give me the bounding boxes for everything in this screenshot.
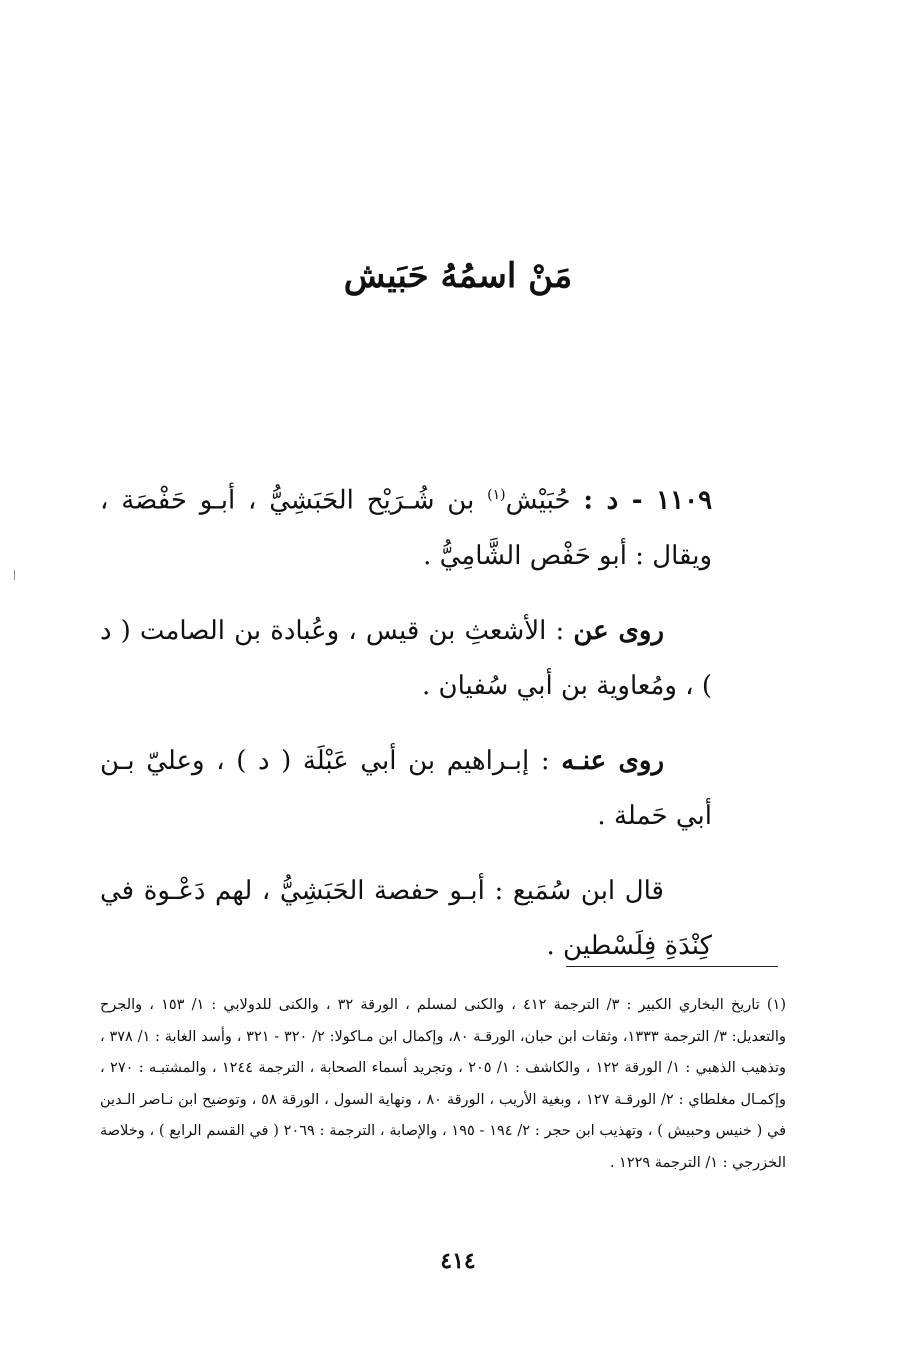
narrators-text: : إبـراهيم بن أبي عَبْلَة ( د ) ، وعليّ بـن أبي حَملة . — [100, 745, 712, 831]
ibn-sumay-paragraph: قال ابن سُمَيع : أبـو حفصة الحَبَشِيُّ ، لهم دَعْـوة في كِنْدَةِ فِلَسْطين . — [100, 875, 712, 961]
entry-text: بن شُـرَيْح الحَبَشِيُّ ، أبـو حَفْصَة ، ويقال : أبو حَفْص الشَّامِيُّ . — [100, 485, 712, 571]
footnote-block — [100, 990, 786, 1179]
narrated-from-label: روى عن — [573, 615, 664, 646]
footnote-reference: (١) — [487, 487, 506, 503]
entry-name: حُبَيْش — [505, 485, 571, 516]
footnote-text: (١) تاريخ البخاري الكبير : ٣/ الترجمة ٤١٢ ، والكنى لمسلم ، الورقة ٣٢ ، والكنى للدولابي : ١/ ١٥٣ ، والجرح والتعديل: ٣/ الترجمة ١٣٣٣، وثقات ابن حبان، الورقـة ٨٠، وإكمال ابن مـاكولا: ٢/ ٣٢٠ - ٣٢١ ، وأسد الغابة : ١/ ٣٧٨ ، وتذهيب الذهبي : ١/ الورقة ١٢٢ ، والكاشف : ١/ ٢٠٥ ، وتجريد أسماء الصحابة ، الترجمة ١٢٤٤ ، والمشتبـه : ٢٧٠ ، وإكمـال مغلطاي : ٢/ الورقـة ١٢٧ ، وبغية الأريب ، الورقة ٨٠ ، ونهاية السول ، الورقة ٥٨ ، وتوضيح ابن نـاصر الـدين في ( خنيس وحبيش ) ، وتهذيب ابن حجر : ٢/ ١٩٤ - ١٩٥ ، والإصابة ، الترجمة : ٢٠٦٩ ( في القسم الرابع ) ، وخلاصة الخزرجي : ١/ الترجمة ١٢٢٩ . — [100, 997, 787, 1171]
narrators-label: روى عنـه — [561, 745, 665, 776]
page-number: ٤١٤ — [440, 1248, 476, 1274]
footnote-divider — [566, 966, 778, 967]
entry-number: ١١٠٩ - د : — [583, 485, 713, 516]
entry-paragraph — [100, 468, 712, 584]
narrated-from-text: : الأشعثِ بن قيس ، وعُبادة بن الصامت ( د ) ، ومُعاوية بن أبي سُفيان . — [100, 615, 712, 701]
margin-mark — [14, 570, 15, 580]
narrators-paragraph — [100, 734, 712, 844]
entry-body — [100, 468, 712, 994]
chapter-heading: مَنْ اسمُهُ حَبَيش — [343, 256, 573, 296]
narrated-from-paragraph — [100, 604, 712, 714]
